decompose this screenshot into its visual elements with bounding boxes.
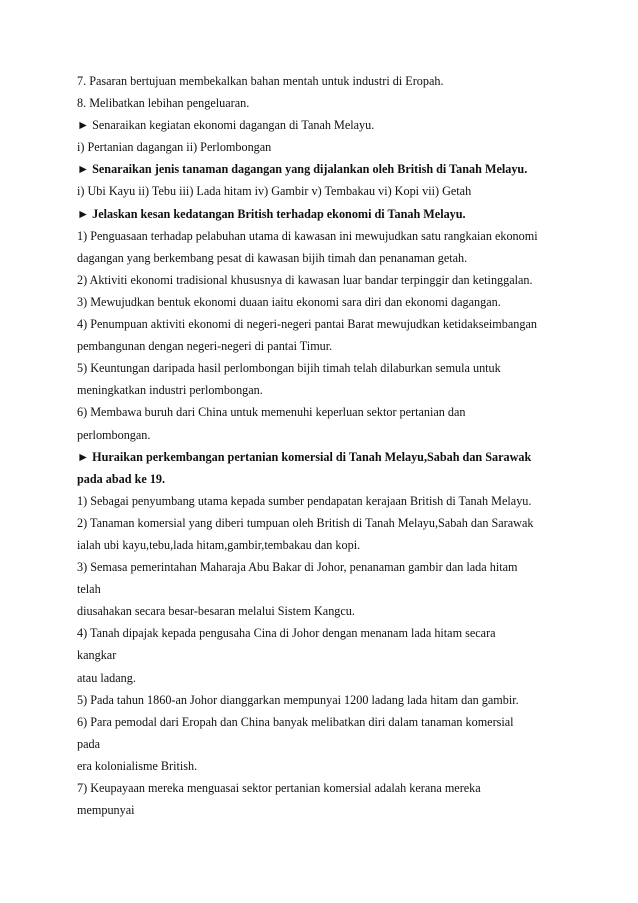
text-line: 4) Tanah dipajak kepada pengusaha Cina di Johor dengan menanam lada hitam secara [77, 626, 496, 641]
text-line: telah [77, 582, 101, 597]
text-line: 1) Penguasaan terhadap pelabuhan utama di kawasan ini mewujudkan satu rangkaian ekonomi [77, 228, 538, 243]
text-line: 2) Tanaman komersial yang diberi tumpuan oleh British di Tanah Melayu,Sabah dan Sarawak [77, 515, 534, 530]
text-line: atau ladang. [77, 670, 136, 685]
text-line: ialah ubi kayu,tebu,lada hitam,gambir,tembakau dan kopi. [77, 537, 361, 552]
text-line: pembangunan dengan negeri-negeri di pantai Timur. [77, 339, 333, 354]
text-line: 4) Penumpuan aktiviti ekonomi di negeri-negeri pantai Barat mewujudkan ketidakseimbangan [77, 317, 537, 332]
text-line: 6) Membawa buruh dari China untuk memenuhi keperluan sektor pertanian dan [77, 405, 466, 420]
question-heading-line: ► Jelaskan kesan kedatangan British terhadap ekonomi di Tanah Melayu. [77, 206, 466, 221]
text-line: 3) Semasa pemerintahan Maharaja Abu Bakar di Johor, penanaman gambir dan lada hitam [77, 560, 518, 575]
text-line: 5) Pada tahun 1860-an Johor dianggarkan mempunyai 1200 ladang lada hitam dan gambir. [77, 692, 519, 707]
text-line: 2) Aktiviti ekonomi tradisional khususnya di kawasan luar bandar terpinggir dan ketinggalan. [77, 272, 533, 287]
text-line: diusahakan secara besar-besaran melalui Sistem Kangcu. [77, 604, 355, 619]
text-line: 8. Melibatkan lebihan pengeluaran. [77, 96, 250, 111]
text-line: mempunyai [77, 803, 135, 818]
text-line: era kolonialisme British. [77, 758, 198, 773]
text-line: 7) Keupayaan mereka menguasai sektor pertanian komersial adalah kerana mereka [77, 781, 481, 795]
text-line: meningkatkan industri perlombongan. [77, 383, 263, 398]
text-line: perlombongan. [77, 427, 151, 442]
document-body [77, 70, 577, 821]
text-line: 5) Keuntungan daripada hasil perlombongan bijih timah telah dilaburkan semula untuk [77, 361, 501, 376]
text-line: dagangan yang berkembang pesat di kawasan bijih timah dan penanaman getah. [77, 250, 468, 265]
text-line: 3) Mewujudkan bentuk ekonomi duaan iaitu ekonomi sara diri dan ekonomi dagangan. [77, 294, 501, 309]
text-line: 6) Para pemodal dari Eropah dan China banyak melibatkan diri dalam tanaman komersial [77, 714, 514, 729]
text-line: ► Senaraikan kegiatan ekonomi dagangan di Tanah Melayu. [77, 118, 375, 133]
text-line: 7. Pasaran bertujuan membekalkan bahan mentah untuk industri di Eropah. [77, 74, 444, 88]
question-heading-line: ► Huraikan perkembangan pertanian komersial di Tanah Melayu,Sabah dan Sarawak [77, 449, 532, 464]
text-line: 1) Sebagai penyumbang utama kepada sumber pendapatan kerajaan British di Tanah Melayu. [77, 493, 532, 508]
text-line: i) Pertanian dagangan ii) Perlombongan [77, 140, 272, 155]
question-heading-line: pada abad ke 19. [77, 471, 166, 486]
text-line: pada [77, 736, 101, 751]
question-heading-line: ► Senaraikan jenis tanaman dagangan yang dijalankan oleh British di Tanah Melayu. [77, 162, 528, 177]
text-line: kangkar [77, 648, 117, 663]
text-line: i) Ubi Kayu ii) Tebu iii) Lada hitam iv) Gambir v) Tembakau vi) Kopi vii) Getah [77, 184, 472, 199]
